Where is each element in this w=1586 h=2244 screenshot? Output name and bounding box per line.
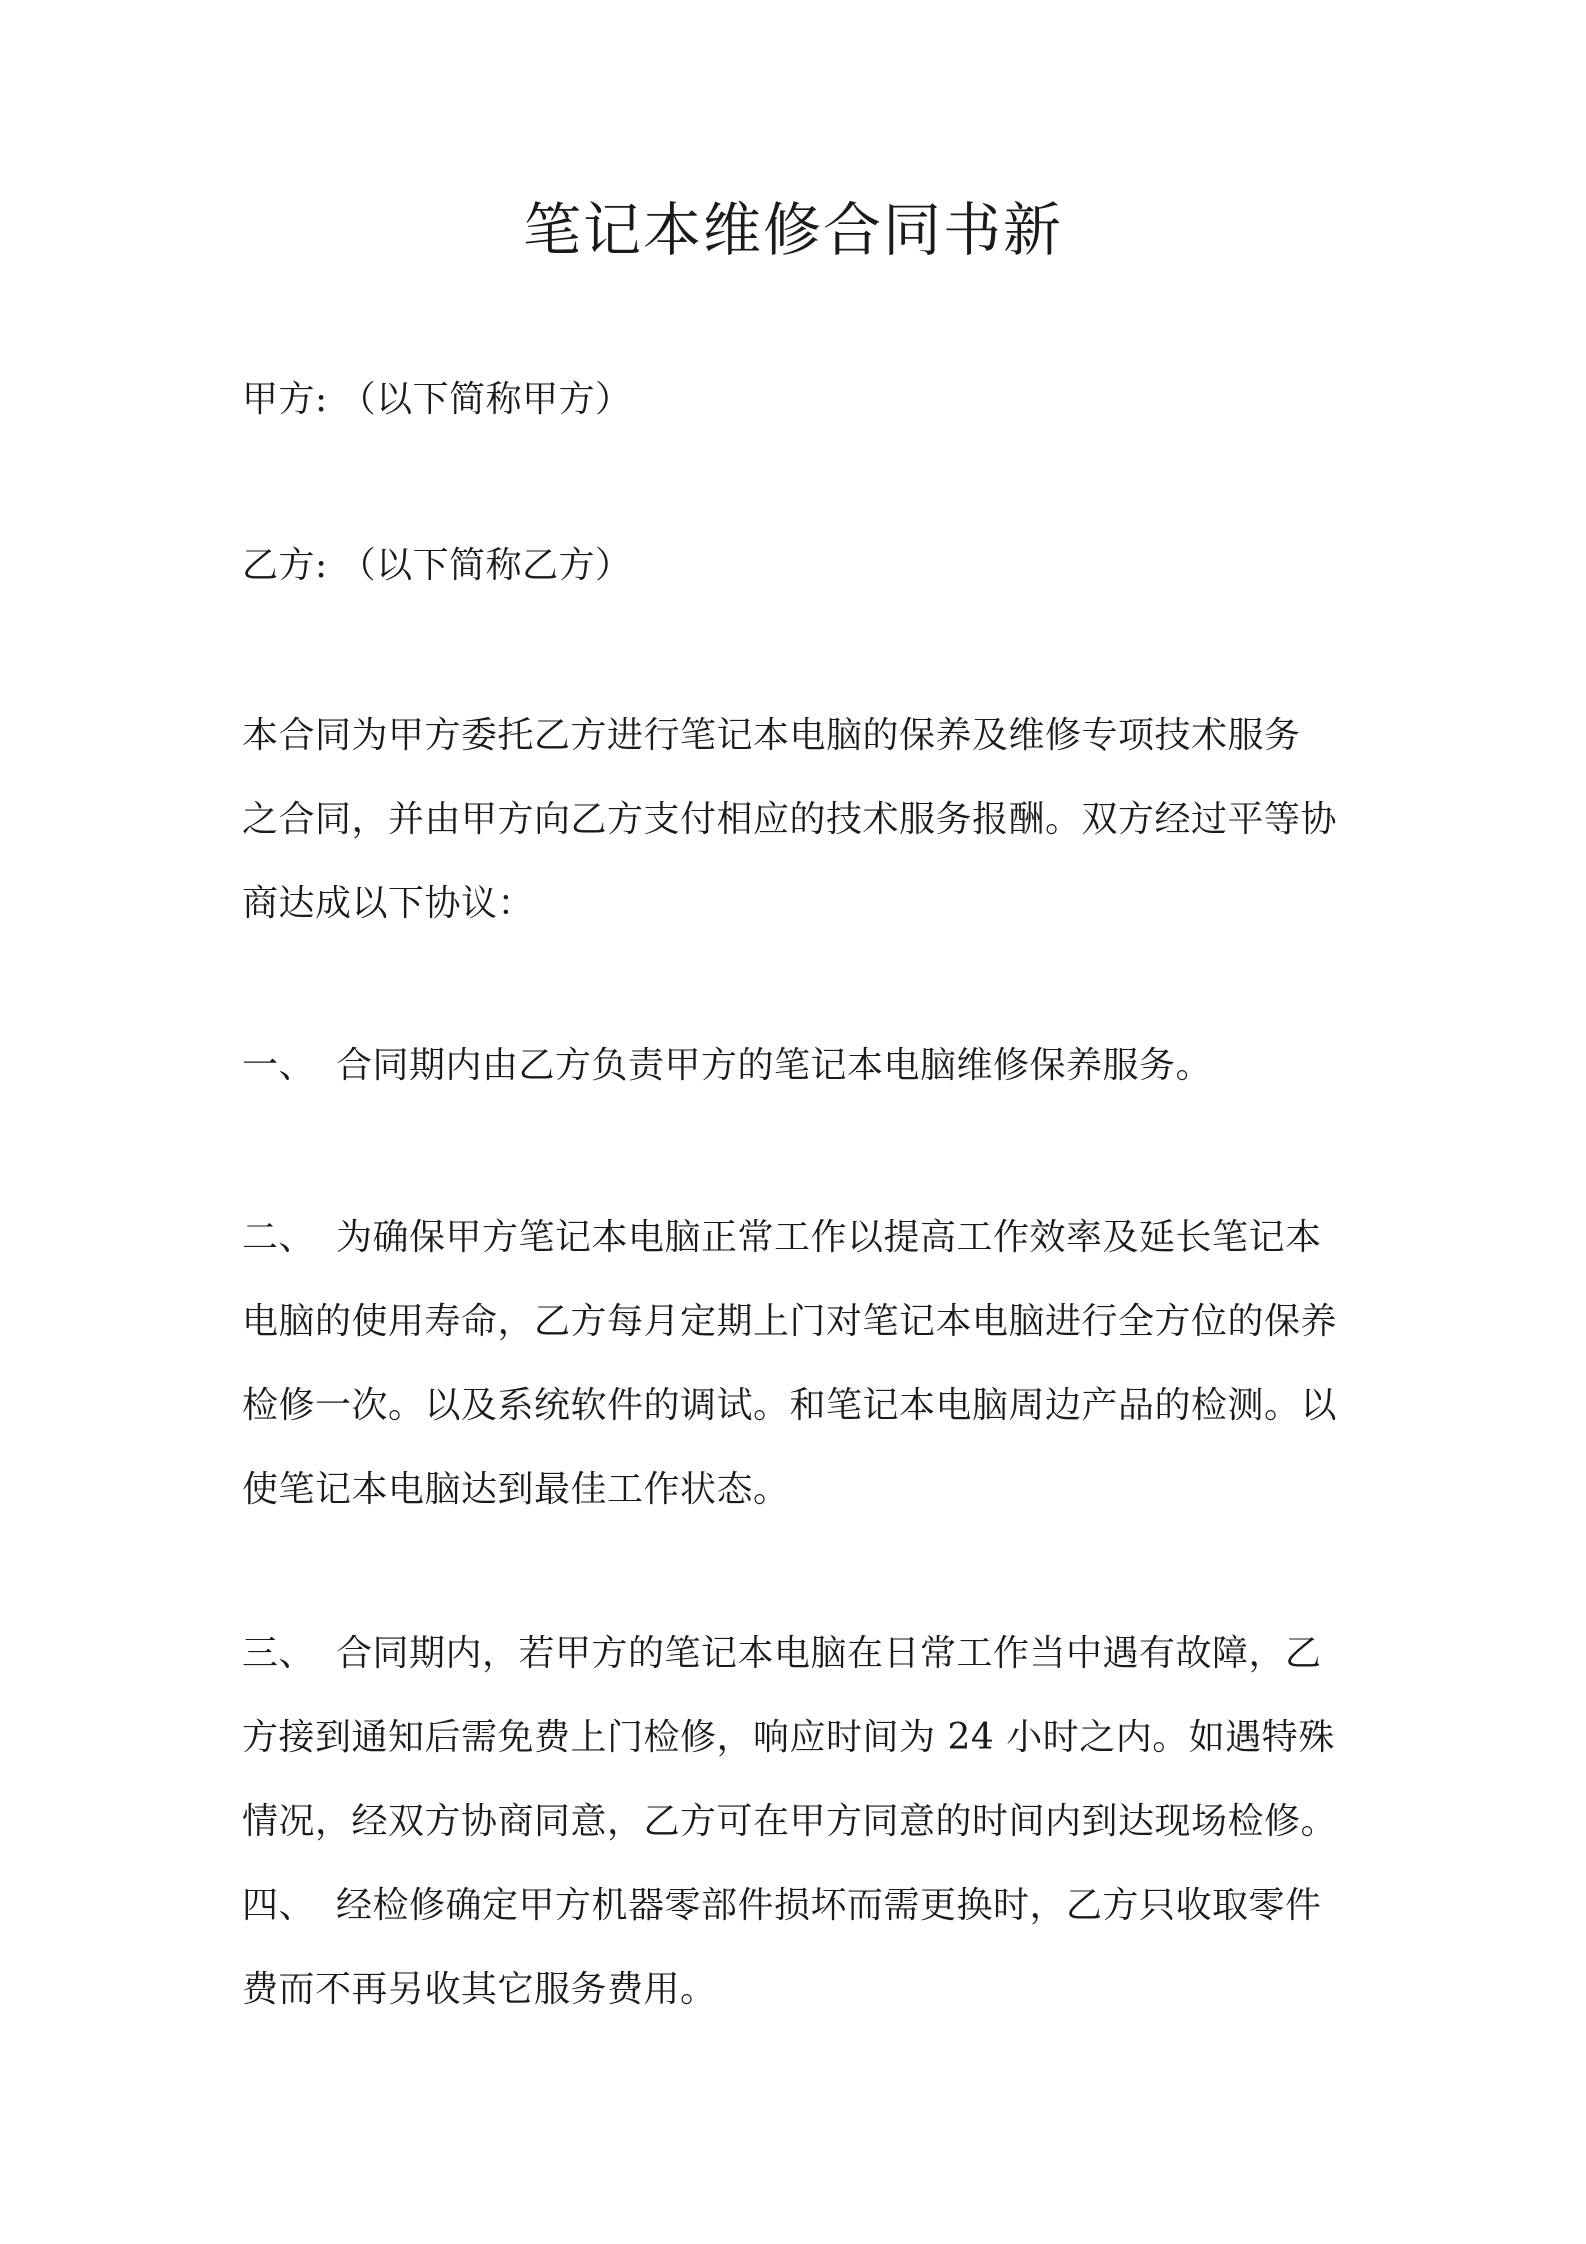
clause-line: 检修一次。以及系统软件的调试。和笔记本电脑周边产品的检测。以 (242, 1385, 1338, 1426)
clause-1 (242, 1024, 1354, 1108)
clause-line: 使笔记本电脑达到最佳工作状态。 (242, 1469, 790, 1510)
clause-line (242, 1612, 1354, 1696)
clause-number: 四、 (242, 1885, 316, 1926)
clause-3 (242, 1612, 1354, 1864)
clause-line (242, 1024, 1354, 1108)
clause-text: 合同期内，若甲方的笔记本电脑在日常工作当中遇有故障，乙 (336, 1633, 1322, 1674)
clause-number: 三、 (242, 1633, 316, 1674)
clause-number: 二、 (242, 1217, 316, 1258)
document-title: 笔记本维修合同书新 (522, 196, 1063, 264)
intro-line: 之合同，并由甲方向乙方支付相应的技术服务报酬。双方经过平等协 (242, 799, 1338, 840)
clause-2 (242, 1196, 1354, 1532)
intro-paragraph (242, 694, 1354, 946)
intro-line: 商达成以下协议： (242, 883, 535, 924)
clause-line: 情况，经双方协商同意，乙方可在甲方同意的时间内到达现场检修。 (242, 1801, 1338, 1842)
clause-text: 合同期内由乙方负责甲方的笔记本电脑维修保养服务。 (336, 1045, 1213, 1086)
clause-line: 费而不再另收其它服务费用。 (242, 1969, 717, 2010)
clause-line (242, 1196, 1354, 1280)
intro-line: 本合同为甲方委托乙方进行笔记本电脑的保养及维修专项技术服务 (242, 715, 1301, 756)
party-b-line: 乙方: （以下简称乙方） (242, 545, 632, 586)
clause-line: 电脑的使用寿命，乙方每月定期上门对笔记本电脑进行全方位的保养 (242, 1301, 1338, 1342)
clause-4 (242, 1864, 1354, 2032)
clause-line (242, 1864, 1354, 1948)
clause-number: 一、 (242, 1045, 316, 1086)
clause-line: 方接到通知后需免费上门检修，响应时间为 24 小时之内。如遇特殊 (242, 1717, 1335, 1758)
clause-text: 为确保甲方笔记本电脑正常工作以提高工作效率及延长笔记本 (336, 1217, 1322, 1258)
clause-text: 经检修确定甲方机器零部件损坏而需更换时，乙方只收取零件 (336, 1885, 1322, 1926)
party-a-line: 甲方: （以下简称甲方） (242, 379, 632, 420)
